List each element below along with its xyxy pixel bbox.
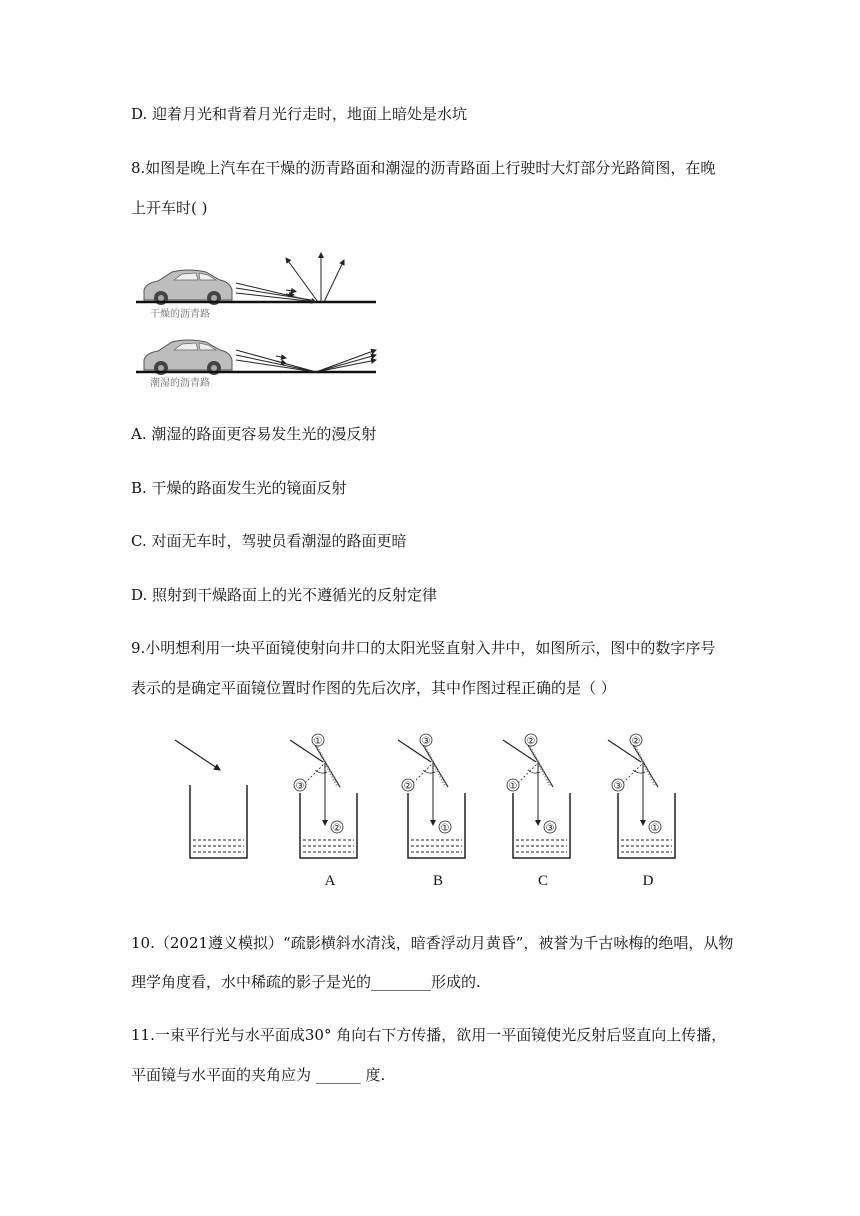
wet-road-label: 潮湿的沥青路 bbox=[150, 378, 210, 389]
well-option-b bbox=[398, 734, 465, 889]
step-bottom-label: ① bbox=[650, 823, 660, 834]
q7-option-d: D. 迎着月光和背着月光行走时，地面上暗处是水坑 bbox=[131, 105, 468, 123]
q10-line2: 理学角度看，水中稀疏的影子是光的________形成的. bbox=[131, 973, 481, 991]
step-top-label: ① bbox=[313, 736, 323, 747]
wet-road-scene bbox=[136, 340, 376, 389]
dry-road-label: 干燥的沥青路 bbox=[150, 309, 210, 320]
dry-road-scene bbox=[136, 253, 376, 320]
option-label-d: D bbox=[642, 873, 654, 889]
q11-line2: 平面镜与水平面的夹角应为 ______ 度. bbox=[131, 1066, 386, 1084]
well-option-c bbox=[503, 734, 570, 889]
option-label-b: B bbox=[432, 873, 444, 889]
q9-stem-line1: 9.小明想利用一块平面镜使射向井口的太阳光竖直射入井中，如图所示，图中的数字序号 bbox=[131, 639, 716, 657]
q8-option-b: B. 干燥的路面发生光的镜面反射 bbox=[131, 479, 347, 497]
well-option-a bbox=[290, 734, 357, 889]
q9-stem-line2: 表示的是确定平面镜位置时作图的先后次序，其中作图过程正确的是（ ） bbox=[131, 679, 616, 697]
q8-option-c: C. 对面无车时，驾驶员看潮湿的路面更暗 bbox=[131, 532, 407, 550]
well-option-d bbox=[608, 734, 675, 889]
step-side-label: ① bbox=[508, 781, 518, 792]
well-original bbox=[175, 740, 247, 858]
step-top-label: ③ bbox=[421, 736, 431, 747]
q8-figure bbox=[136, 250, 386, 395]
q8-option-d: D. 照射到干燥路面上的光不遵循光的反射定律 bbox=[131, 586, 438, 604]
option-label-a: A bbox=[324, 873, 336, 889]
step-side-label: ③ bbox=[295, 781, 305, 792]
option-label-c: C bbox=[537, 873, 549, 889]
step-top-label: ② bbox=[526, 736, 536, 747]
car-icon bbox=[144, 270, 232, 305]
step-bottom-label: ③ bbox=[545, 823, 555, 834]
step-top-label: ② bbox=[631, 736, 641, 747]
q8-stem-line2: 上开车时( ) bbox=[131, 199, 208, 217]
step-bottom-label: ② bbox=[332, 823, 342, 834]
step-side-label: ③ bbox=[613, 781, 623, 792]
step-bottom-label: ① bbox=[440, 823, 450, 834]
car-icon bbox=[144, 340, 232, 375]
q9-figure bbox=[165, 725, 695, 895]
q10-line1: 10.（2021遵义模拟）“疏影横斜水清浅，暗香浮动月黄昏”，被誉为千古咏梅的绝唱，从物 bbox=[131, 934, 734, 952]
q8-option-a: A. 潮湿的路面更容易发生光的漫反射 bbox=[131, 425, 377, 443]
step-side-label: ② bbox=[403, 781, 413, 792]
q8-stem-line1: 8.如图是晚上汽车在干燥的沥青路面和潮湿的沥青路面上行驶时大灯部分光路简图，在晚 bbox=[131, 159, 716, 177]
q11-line1: 11.一束平行光与水平面成30° 角向右下方传播，欲用一平面镜使光反射后竖直向上传播， bbox=[131, 1026, 727, 1044]
